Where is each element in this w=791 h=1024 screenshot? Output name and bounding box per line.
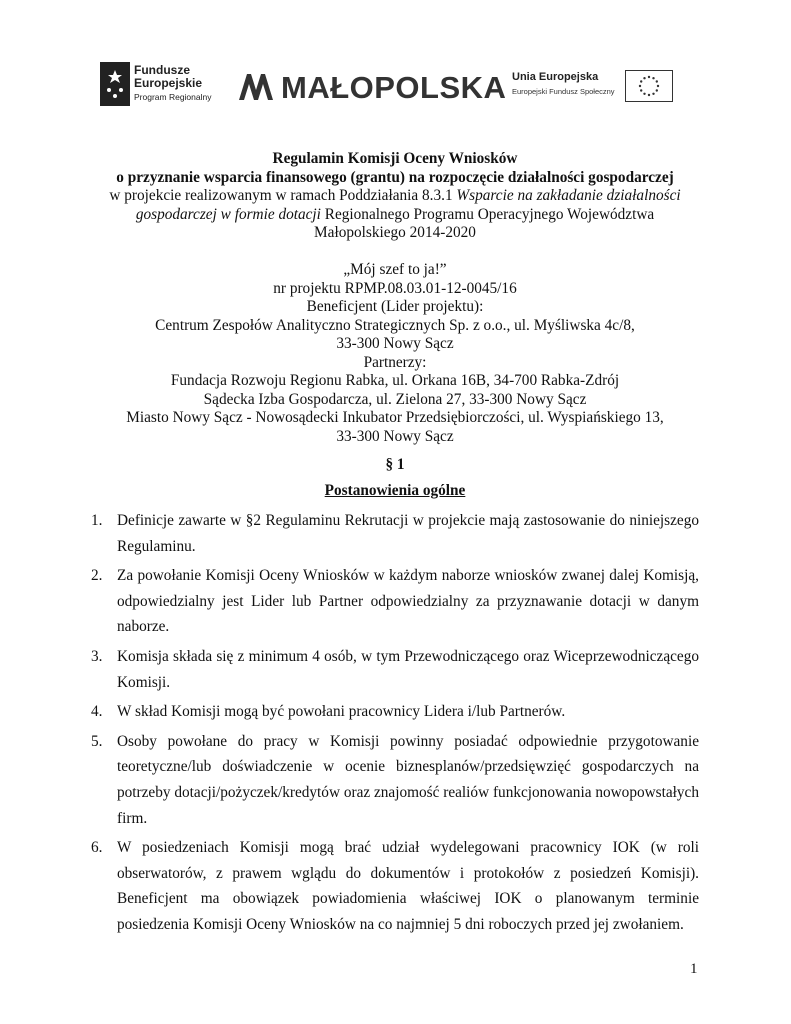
partner-3-line2: 33-300 Nowy Sącz — [336, 427, 454, 445]
partner-3-line1: Miasto Nowy Sącz - Nowosądecki Inkubator Przedsiębiorczości, ul. Wyspiańskiego 13, — [126, 409, 664, 426]
fe-line2: Europejskie — [134, 76, 203, 90]
list-item — [91, 563, 699, 640]
header-line4-b: Regionalnego Programu Operacyjnego Województwa — [320, 205, 655, 223]
header-line4 — [95, 206, 695, 225]
item-number: 4. — [91, 703, 103, 721]
project-name: „Mój szef to ja!” — [343, 261, 447, 278]
beneficiary-label: Beneficjent (Lider projektu): — [306, 298, 484, 315]
item-number: 1. — [91, 512, 103, 529]
partners-label: Partnerzy: — [363, 353, 427, 371]
list-item — [91, 644, 699, 695]
section-title: Postanowienia ogólne — [324, 482, 466, 499]
item-number: 3. — [91, 647, 103, 665]
item-text: Definicje zawarte w §2 Regulaminu Rekrutacji w projekcie mają zastosowanie do niniejszego Regulaminu. — [117, 512, 699, 555]
header-line3-b: Wsparcie na zakładanie działalności — [456, 187, 681, 204]
malopolska-mark-icon — [237, 72, 275, 102]
partner-2: Sądecka Izba Gospodarcza, ul. Zielona 27, 33-300 Nowy Sącz — [203, 390, 587, 408]
list-item — [91, 835, 699, 937]
list-item — [91, 508, 699, 559]
beneficiary-line1: Centrum Zespołów Analityczno Strategicznych Sp. z o.o., ul. Myśliwska 4c/8, — [155, 316, 635, 334]
fe-line3: Program Regionalny — [134, 92, 212, 102]
header-line4-a: gospodarczej w formie dotacji — [135, 205, 321, 223]
page-number: 1 — [690, 961, 698, 977]
header-line3 — [95, 187, 695, 206]
item-text: W skład Komisji mogą być powołani pracownicy Lidera i/lub Partnerów. — [117, 703, 566, 721]
section-number: § 1 — [385, 456, 405, 473]
document-subtitle: o przyznanie wsparcia finansowego (grantu) na rozpoczęcie działalności gospodarczej — [116, 168, 674, 186]
project-number: nr projektu RPMP.08.03.01-12-0045/16 — [273, 279, 517, 297]
fe-line1: Fundusze — [134, 63, 190, 77]
list-item — [91, 699, 699, 725]
ue-title: Unia Europejska — [512, 71, 599, 83]
beneficiary-line2: 33-300 Nowy Sącz — [336, 335, 454, 352]
item-text: Za powołanie Komisji Oceny Wniosków w każdym naborze wniosków zwanej dalej Komisją, odpowiedzialny jest Lider lub Partner odpowiedzialny za przyznawanie dotacji w danym naborze. — [117, 567, 699, 636]
item-number: 2. — [91, 567, 103, 585]
header-line3-a: w projekcie realizowanym w ramach Poddziałania 8.3.1 — [109, 187, 457, 204]
fundusze-europejskie-icon — [100, 62, 130, 106]
item-text: Komisja składa się z minimum 4 osób, w tym Przewodniczącego oraz Wiceprzewodniczącego Komisji. — [117, 647, 699, 691]
item-number: 5. — [91, 732, 103, 750]
malopolska-text: MAŁOPOLSKA — [281, 70, 507, 105]
item-number: 6. — [91, 839, 103, 857]
list-item — [91, 729, 699, 831]
document-title: Regulamin Komisji Oceny Wniosków — [272, 150, 518, 167]
item-text: W posiedzeniach Komisji mogą brać udział wydelegowani pracownicy IOK (w roli obserwatorów, z prawem wglądu do dokumentów i protokołów z posiedzeń Komisji). Beneficjent ma obowiązek powiadomienia właściwej IOK o planowanym terminie posiedzenia Komisji Oceny Wniosków na co najmniej 5 dni roboczych przed jej zwołaniem. — [117, 839, 699, 933]
ue-subtitle: Europejski Fundusz Społeczny — [512, 87, 615, 96]
provisions-list — [91, 508, 699, 942]
document-header — [95, 150, 695, 446]
logo-bar — [0, 62, 791, 112]
partner-1: Fundacja Rozwoju Regionu Rabka, ul. Orkana 16B, 34-700 Rabka-Zdrój — [170, 372, 620, 389]
eu-flag-icon — [625, 70, 673, 102]
item-text: Osoby powołane do pracy w Komisji powinny posiadać odpowiednie przygotowanie teoretyczne/lub doświadczenie w ocenie biznesplanów/przedsięwzięć gospodarczych na potrzeby dotacji/pożyczek/kredytów oraz znajomość realiów funkcjonowania nowopowstałych firm. — [117, 732, 699, 827]
header-line5: Małopolskiego 2014-2020 — [314, 224, 476, 241]
